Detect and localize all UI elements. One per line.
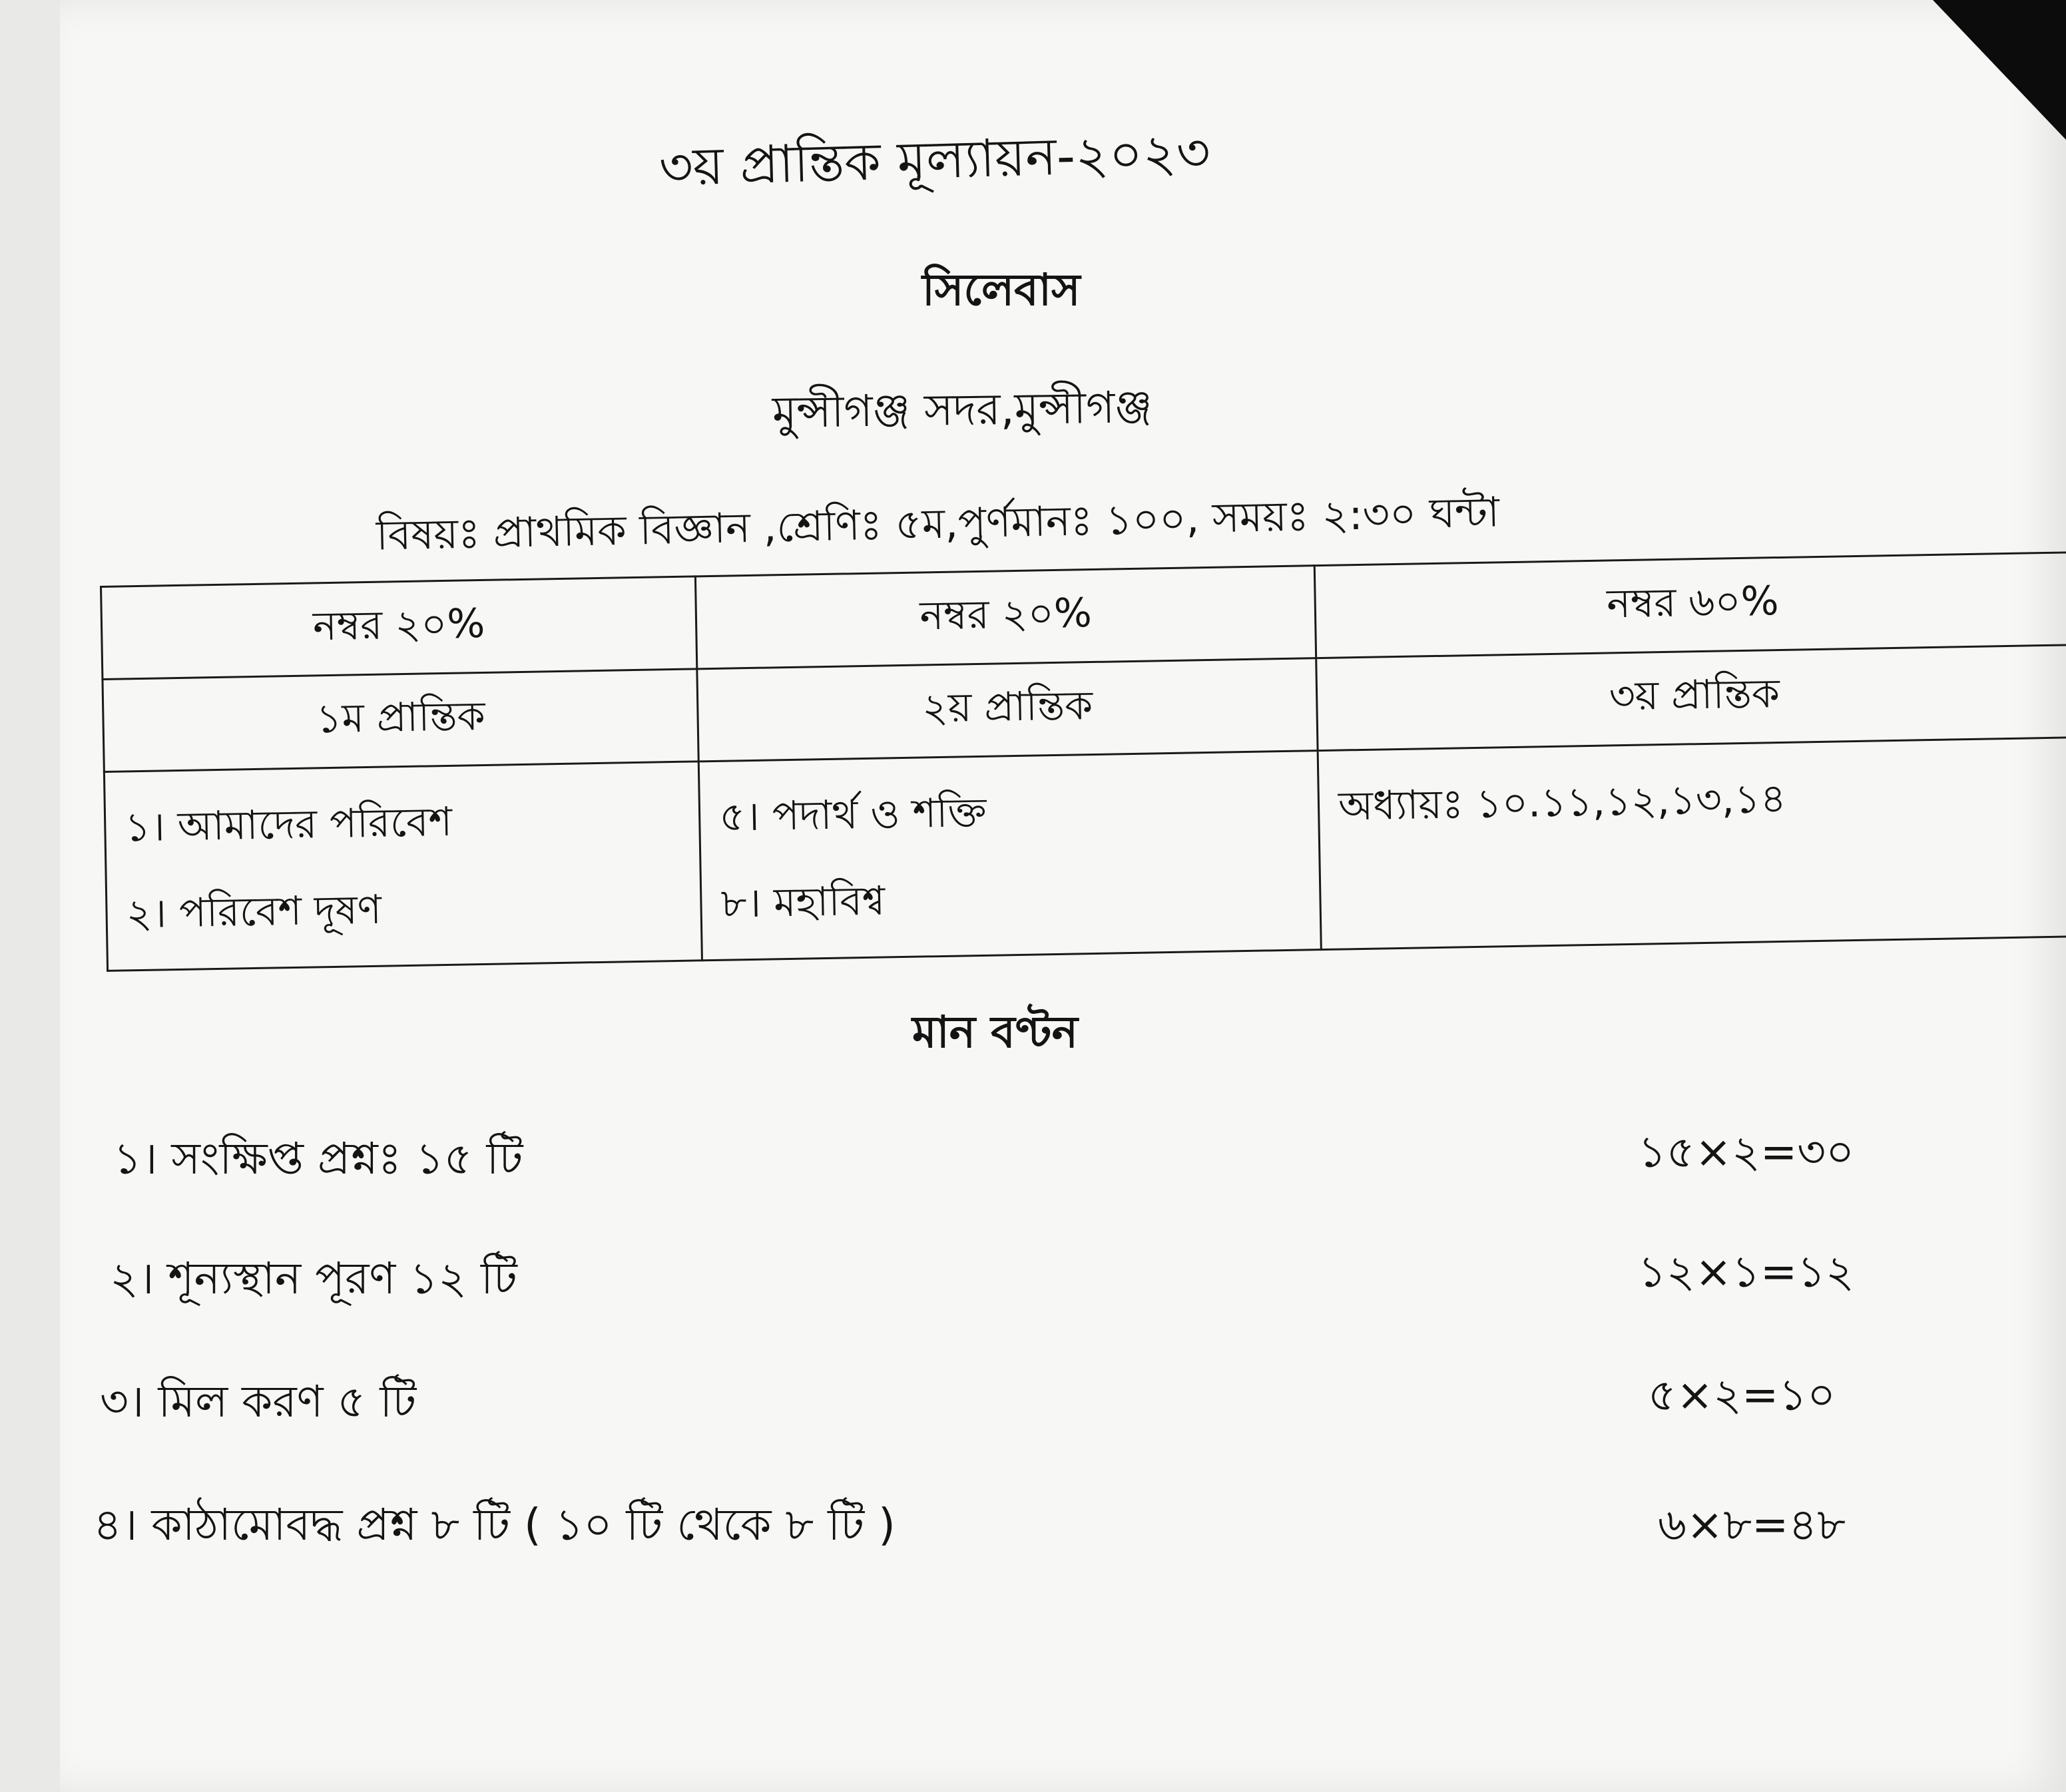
term-cell-3: ৩য় প্রান্তিক — [1316, 645, 2066, 751]
topics-cell-2 — [698, 751, 1321, 961]
dark-corner — [1933, 0, 2066, 140]
topics-cell-1 — [104, 762, 702, 971]
topic-item: ১। আমাদের পরিবেশ — [124, 798, 453, 851]
topics-cell-3 — [1318, 738, 2066, 950]
marks-row-label: ৪। কাঠামোবদ্ধ প্রশ্ন ৮ টি ( ১০ টি থেকে ৮ টি ) — [93, 1499, 896, 1550]
marks-row-value: ১২×১=১২ — [1638, 1246, 1854, 1297]
marks-row-value: ৬×৮=৪৮ — [1658, 1499, 1846, 1550]
marks-distribution-heading: মান বণ্টন — [912, 1007, 1079, 1058]
weight-cell-3: নম্বর ৬০% — [1314, 553, 2066, 658]
marks-row-label: ১। সংক্ষিপ্ত প্রশ্নঃ ১৫ টি — [113, 1133, 523, 1184]
marks-row-label: ২। শূন্যস্থান পূরণ ১২ টি — [110, 1253, 517, 1304]
weight-cell-2: নম্বর ২০% — [696, 566, 1316, 669]
term-cell-2: ২য় প্রান্তিক — [697, 658, 1318, 762]
term-cell-1: ১ম প্রান্তিক — [103, 669, 698, 772]
weight-cell-1: নম্বর ২০% — [101, 576, 697, 680]
topic-item: ২। পরিবেশ দূষণ — [126, 886, 382, 938]
topics-row — [104, 738, 2066, 971]
location-line: মুন্সীগঞ্জ সদর,মুন্সীগঞ্জ — [772, 381, 1153, 438]
syllabus-heading: সিলেবাস — [922, 264, 1081, 316]
marks-row-value: ৫×২=১০ — [1648, 1369, 1836, 1421]
topic-item: ৮। মহাবিশ্ব — [720, 877, 886, 927]
chapter-list: অধ্যায়ঃ ১০.১১,১২,১৩,১৪ — [1338, 775, 1787, 830]
marks-row-label: ৩। মিল করণ ৫ টি — [100, 1376, 417, 1427]
page-title: ৩য় প্রান্তিক মূল্যায়ন-২০২৩ — [658, 122, 1211, 198]
topic-item: ৫। পদার্থ ও শক্তি — [718, 789, 987, 841]
subject-info-line: বিষয়ঃ প্রাথমিক বিজ্ঞান ,শ্রেণিঃ ৫ম,পুর্ণমানঃ ১০০, সময়ঃ ২:৩০ ঘন্টা — [376, 487, 1500, 560]
marks-row-value: ১৫×২=৩০ — [1638, 1126, 1854, 1178]
syllabus-table — [100, 551, 2066, 972]
